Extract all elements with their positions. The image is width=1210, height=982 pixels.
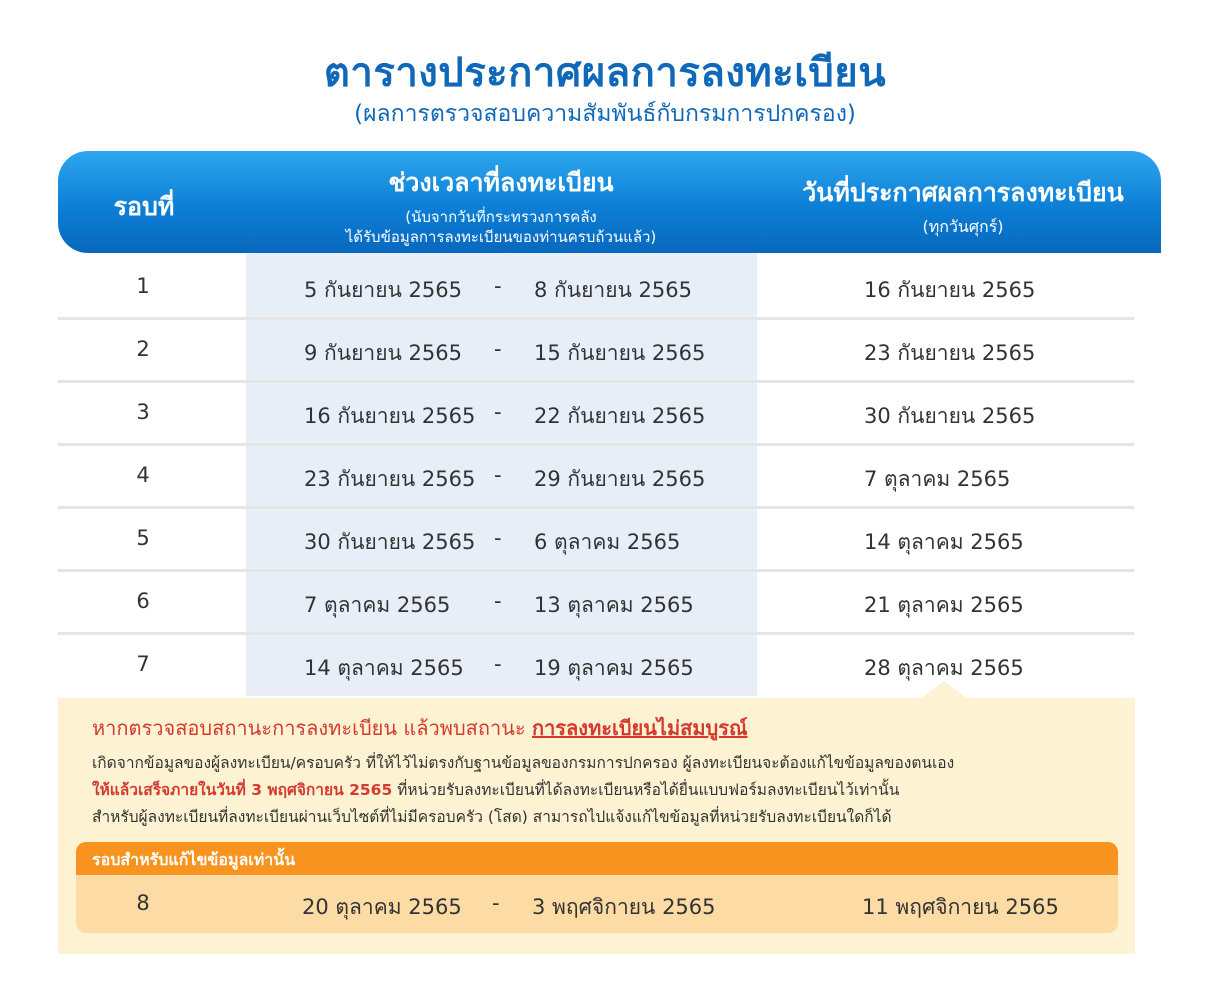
announce-date: 21 ตุลาคม 2565: [864, 593, 1024, 617]
period-start: 9 กันยายน 2565: [304, 341, 462, 365]
period-start: 5 กันยายน 2565: [304, 278, 462, 302]
period-end: 3 พฤศจิกายน 2565: [532, 895, 716, 919]
notice-deadline: ให้แล้วเสร็จภายในวันที่ 3 พฤศจิกายน 2565: [92, 781, 393, 799]
extra-round-label: รอบสำหรับแก้ไขข้อมูลเท่านั้น: [92, 850, 296, 869]
notice-heading: [92, 712, 748, 744]
header-announce: [773, 173, 1153, 240]
header-period: [246, 163, 756, 247]
schedule-table: [58, 257, 1134, 695]
table-row: [58, 572, 1134, 635]
period-start: 23 กันยายน 2565: [304, 467, 476, 491]
round-number: 1: [136, 274, 150, 298]
announce-date: 30 กันยายน 2565: [864, 404, 1036, 428]
table-row: [58, 635, 1134, 695]
announce-date: 16 กันยายน 2565: [864, 278, 1036, 302]
round-number: 6: [136, 589, 150, 613]
period-dash: -: [494, 463, 502, 487]
round-number: 8: [136, 891, 150, 915]
header-announce-title: วันที่ประกาศผลการลงทะเบียน: [802, 178, 1124, 207]
header-period-title: ช่วงเวลาที่ลงทะเบียน: [388, 168, 614, 197]
period-end: 22 กันยายน 2565: [534, 404, 706, 428]
period-start: 20 ตุลาคม 2565: [302, 895, 462, 919]
extra-round-row: [76, 875, 1118, 933]
callout-pointer: [920, 681, 968, 699]
period-dash: -: [494, 274, 502, 298]
round-number: 4: [136, 463, 150, 487]
header-round: รอบที่: [113, 192, 175, 221]
period-dash: -: [492, 891, 500, 915]
period-start: 16 กันยายน 2565: [304, 404, 476, 428]
notice-line-1: เกิดจากข้อมูลของผู้ลงทะเบียน/ครอบครัว ที่ให้ไว้ไม่ตรงกับฐานข้อมูลของกรมการปกครอง ผู้ลงทะเบียนจะต้องแก้ไขข้อมูลของตนเอง: [92, 754, 955, 772]
period-start: 14 ตุลาคม 2565: [304, 656, 464, 680]
notice-heading-prefix: หากตรวจสอบสถานะการลงทะเบียน แล้วพบสถานะ: [92, 716, 532, 740]
notice-body: [92, 750, 1112, 831]
period-end: 15 กันยายน 2565: [534, 341, 706, 365]
header-period-note-2: ได้รับข้อมูลการลงทะเบียนของท่านครบถ้วนแล้ว): [345, 228, 657, 246]
announce-date: 23 กันยายน 2565: [864, 341, 1036, 365]
extra-round-label-bar: [76, 842, 1118, 875]
notice-heading-status: การลงทะเบียนไม่สมบูรณ์: [531, 716, 748, 740]
period-dash: -: [494, 652, 502, 676]
period-start: 7 ตุลาคม 2565: [304, 593, 451, 617]
notice-line-2: [92, 777, 1112, 804]
period-end: 29 กันยายน 2565: [534, 467, 706, 491]
announce-date: 14 ตุลาคม 2565: [864, 530, 1024, 554]
page-subtitle: (ผลการตรวจสอบความสัมพันธ์กับกรมการปกครอง): [354, 101, 856, 127]
period-end: 8 กันยายน 2565: [534, 278, 692, 302]
page-title: ตารางประกาศผลการลงทะเบียน: [323, 50, 887, 96]
period-dash: -: [494, 400, 502, 424]
announce-date: 7 ตุลาคม 2565: [864, 467, 1011, 491]
header-period-note-1: (นับจากวันที่กระทรวงการคลัง: [405, 208, 597, 226]
period-end: 6 ตุลาคม 2565: [534, 530, 681, 554]
period-end: 19 ตุลาคม 2565: [534, 656, 694, 680]
period-dash: -: [494, 526, 502, 550]
round-number: 7: [136, 652, 150, 676]
table-row: [58, 446, 1134, 509]
period-start: 30 กันยายน 2565: [304, 530, 476, 554]
round-number: 3: [136, 400, 150, 424]
header-announce-note: (ทุกวันศุกร์): [922, 217, 1004, 236]
period-dash: -: [494, 589, 502, 613]
table-row: [58, 509, 1134, 572]
period-dash: -: [494, 337, 502, 361]
table-row: [58, 320, 1134, 383]
round-number: 5: [136, 526, 150, 550]
announce-date: 28 ตุลาคม 2565: [864, 656, 1024, 680]
notice-line-3: สำหรับผู้ลงทะเบียนที่ลงทะเบียนผ่านเว็บไซต์ที่ไม่มีครอบครัว (โสด) สามารถไปแจ้งแก้ไขข้อมูลที่หน่วยรับลงทะเบียนใดก็ได้: [92, 808, 892, 826]
table-row: [58, 257, 1134, 320]
table-header: [58, 151, 1161, 253]
round-number: 2: [136, 337, 150, 361]
announce-date: 11 พฤศจิกายน 2565: [862, 895, 1059, 919]
notice-line-2-rest: ที่หน่วยรับลงทะเบียนที่ได้ลงทะเบียนหรือได้ยื่นแบบฟอร์มลงทะเบียนไว้เท่านั้น: [392, 781, 900, 799]
period-end: 13 ตุลาคม 2565: [534, 593, 694, 617]
notice-box: [58, 698, 1135, 954]
table-row: [58, 383, 1134, 446]
